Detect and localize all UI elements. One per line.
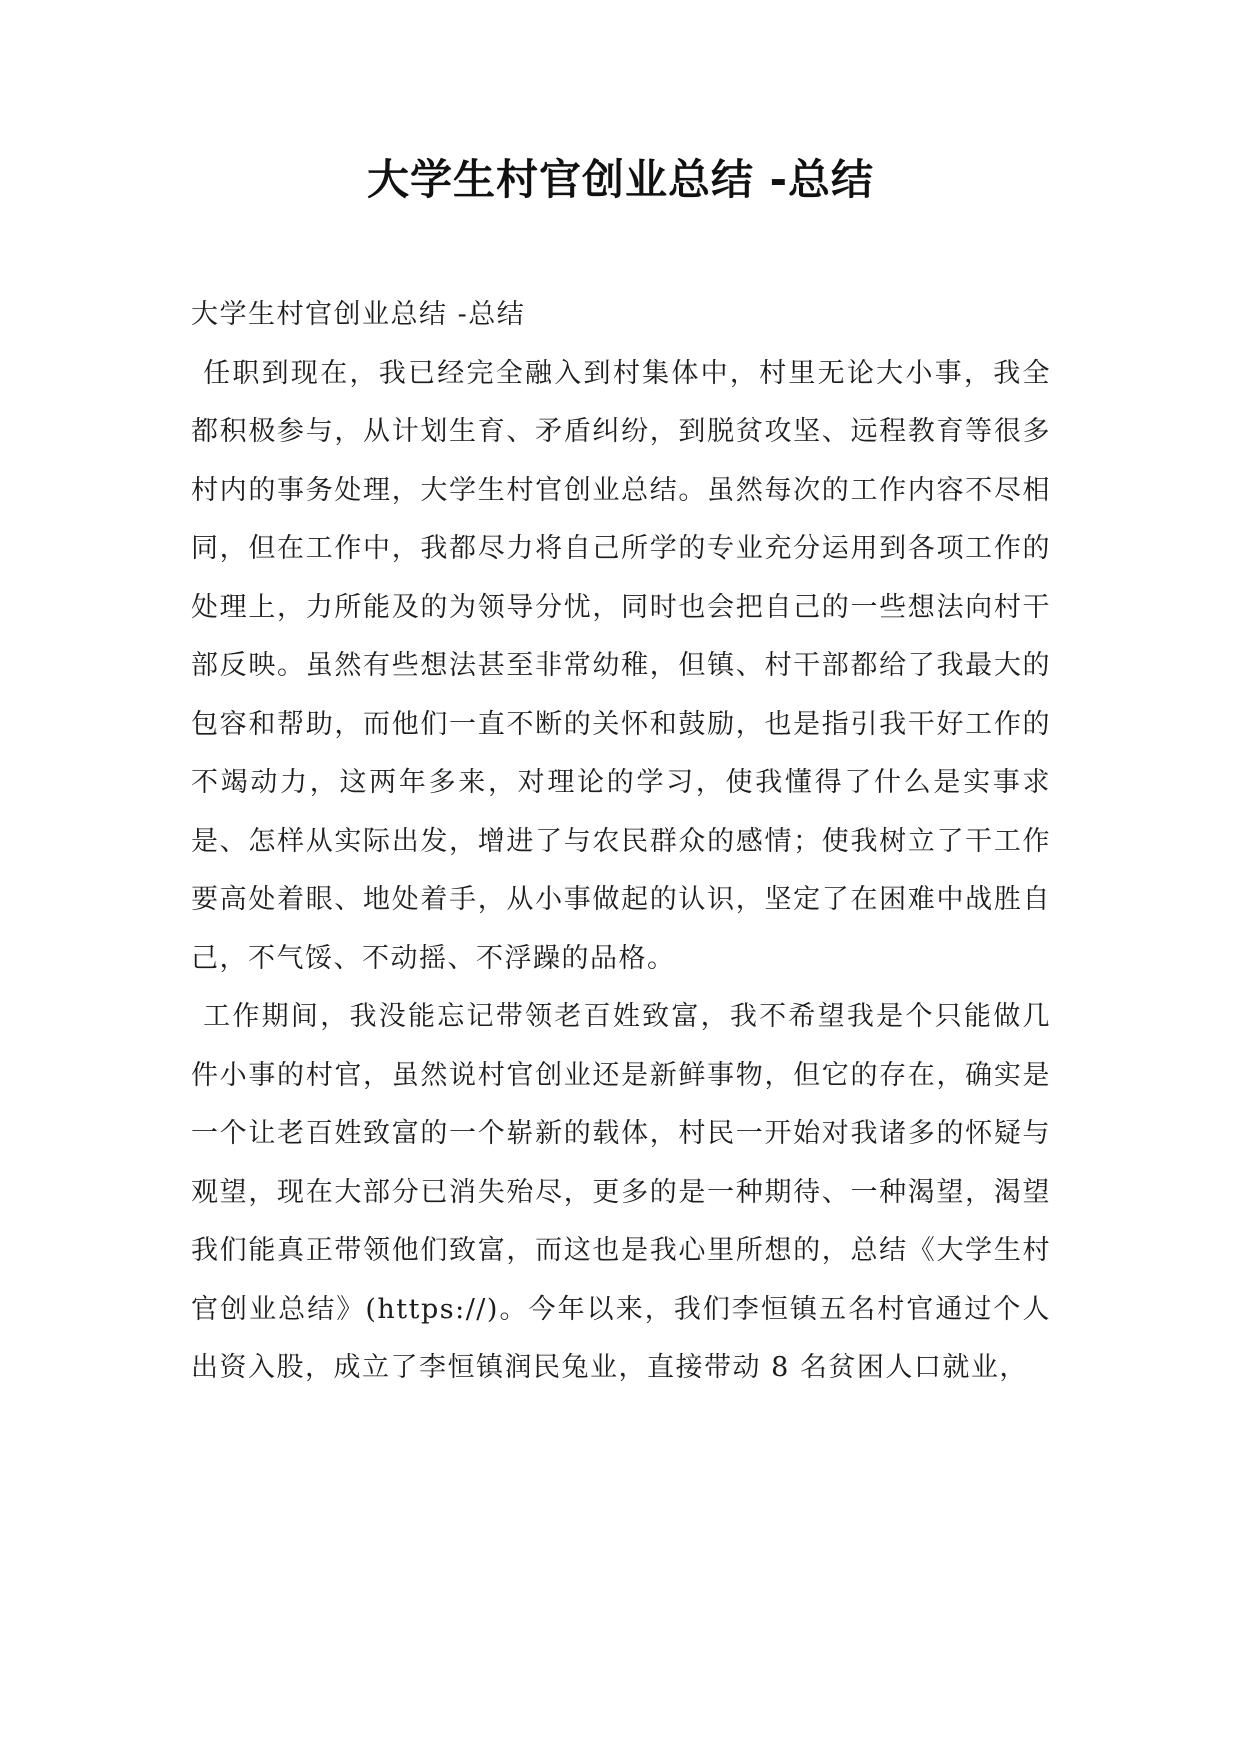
paragraph-2: 工作期间，我没能忘记带领老百姓致富，我不希望我是个只能做几件小事的村官，虽然说村官创业还是新鲜事物，但它的存在，确实是一个让老百姓致富的一个崭新的载体，村民一开始对我诸多的怀疑与观望，现在大部分已消失殆尽，更多的是一种期待、一种渴望，渴望我们能真正带领他们致富，而这也是我心里所想的，总结《大学生村官创业总结》(https://)。今年以来，我们李恒镇五名村官通过个人出资入股，成立了李恒镇润民兔业，直接带动 8 名贫困人口就业，	[191, 1001, 1051, 1383]
paragraph-1: 任职到现在，我已经完全融入到村集体中，村里无论大小事，我全都积极参与，从计划生育、矛盾纠纷，到脱贫攻坚、远程教育等很多村内的事务处理，大学生村官创业总结。虽然每次的工作内容不尽相同，但在工作中，我都尽力将自己所学的专业充分运用到各项工作的处理上，力所能及的为领导分忧，同时也会把自己的一些想法向村干部反映。虽然有些想法甚至非常幼稚，但镇、村干部都给了我最大的包容和帮助，而他们一直不断的关怀和鼓励，也是指引我干好工作的不竭动力，这两年多来，对理论的学习，使我懂得了什么是实事求是、怎样从实际出发，增进了与农民群众的感情；使我树立了干工作要高处着眼、地处着手，从小事做起的认识，坚定了在困难中战胜自己，不气馁、不动摇、不浮躁的品格。	[191, 357, 1051, 974]
document-body	[191, 286, 1051, 1398]
document-subtitle: 大学生村官创业总结 -总结	[191, 299, 526, 330]
document-title: 大学生村官创业总结 -总结	[366, 155, 875, 204]
